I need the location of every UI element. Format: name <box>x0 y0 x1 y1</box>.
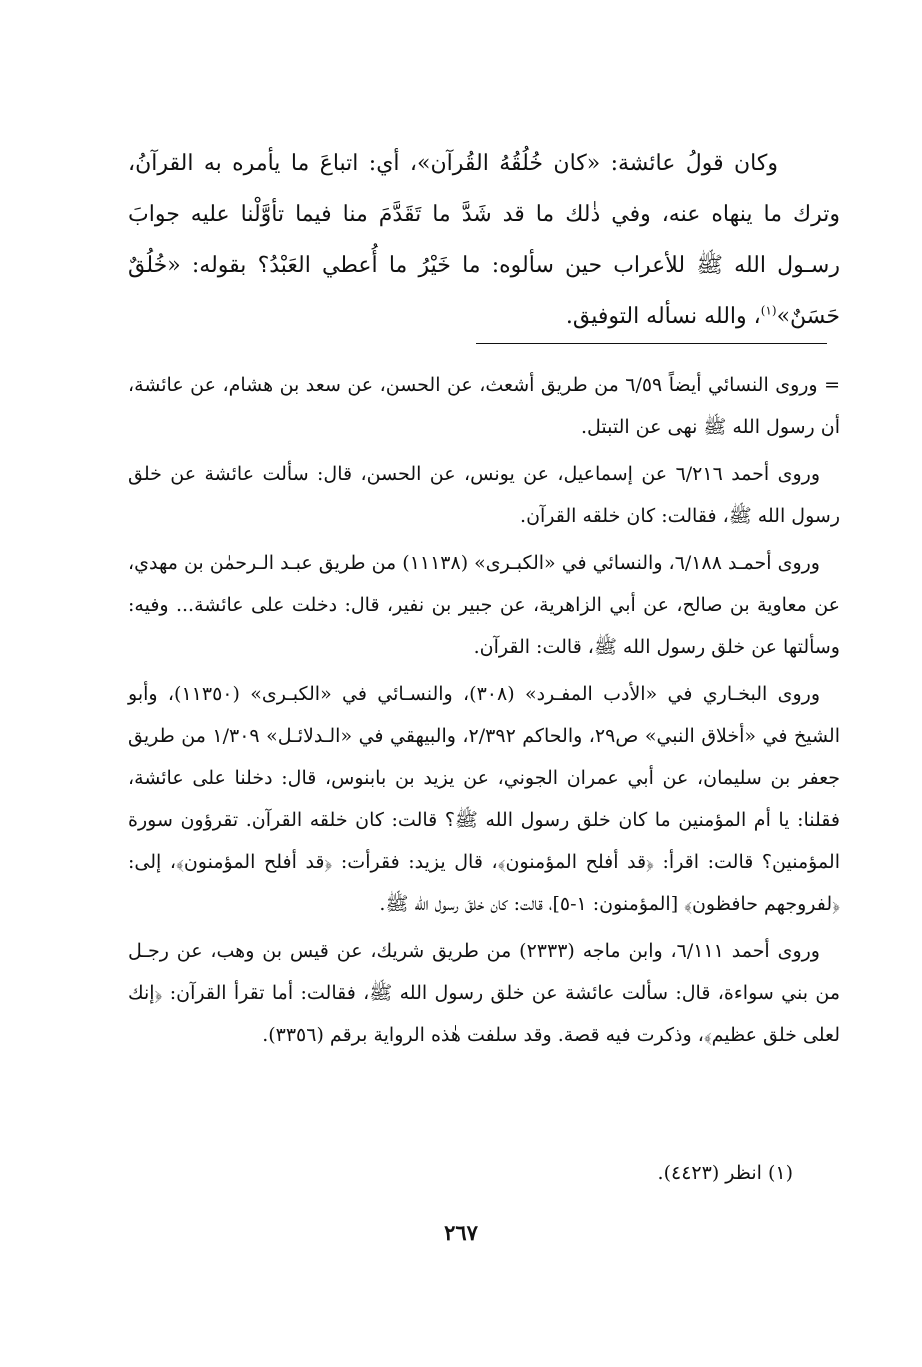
main-paragraph <box>128 138 840 342</box>
main-paragraph-body: وكان قولُ عائشة: «كان خُلُقُهُ القُرآن»، أي: اتباعَ ما يأمره به القرآنُ، وترك ما ينهاه عنه، وفي ذٰلك ما قد شَدَّ ما تَقَدَّمَ منا فيما تأوَّلْنا عليه جوابَ رسـول الله ﷺ للأعراب حين سألوه: ما خَيْرُ ما أُعطي العَبْدُ؟ بقوله: «خُلُقٌ حَسَنٌ» <box>128 151 840 329</box>
footnote: (١) انظر (٤٤٢٣). <box>657 1162 793 1184</box>
note-paragraph: وروى أحمد ٦/١١١، وابن ماجه (٢٣٣٣) من طريق شريك، عن قيس بن وهب، عن رجـل من بني سواءة، قال: سألت عائشة عن خلق رسول الله ﷺ، فقالت: أما تقرأ القرآن: ﴿إنك لعلى خلق عظيم﴾، وذكرت فيه قصة. وقد سلفت هٰذه الرواية برقم (٣٣٥٦). <box>128 940 840 1046</box>
note-paragraph: وروى أحمـد ٦/١٨٨، والنسائي في «الكبـرى» (١١١٣٨) من طريق عبـد الـرحمٰن بن مهدي، عن معاوية بن صالح، عن أبي الزاهرية، عن جبير بن نفير، قال: دخلت على عائشة... وفيه: وسألتها عن خلق رسول الله ﷺ، قالت: القرآن. <box>128 552 840 658</box>
footnotes-notes <box>128 364 840 1061</box>
note-paragraph: = وروى النسائي أيضاً ٦/٥٩ من طريق أشعث، عن الحسن، عن سعد بن هشام، عن عائشة، أن رسول الله ﷺ نهى عن التبتل. <box>128 374 840 438</box>
note-paragraph: وروى البخـاري في «الأدب المفـرد» (٣٠٨)، والنسـائي في «الكبـرى» (١١٣٥٠)، وأبو الشيخ في «أخلاق النبي» ص٢٩، والحاكم ٢/٣٩٢، والبيهقي في «الـدلائـل» ١/٣٠٩ من طريق جعفر بن سليمان، عن أبي عمران الجوني، عن يزيد بن بابنوس، قال: دخلنا على عائشة، فقلنا: يا أم المؤمنين ما كان خلق رسول الله ﷺ؟ قالت: كان خلقه القرآن. تقرؤون سورة المؤمنين؟ قالت: اقرأ: ﴿قد أفلح المؤمنون﴾، قال يزيد: فقرأت: ﴿قد أفلح المؤمنون﴾، إلى: ﴿لفروجهم حافظون﴾ [المؤمنون: ١-٥]، قالت: كان خلقَ رسول الله ﷺ. <box>128 683 840 915</box>
note-paragraph: وروى أحمد ٦/٢١٦ عن إسماعيل، عن يونس، عن الحسن، قال: سألت عائشة عن خلق رسول الله ﷺ، فقالت: كان خلقه القرآن. <box>128 463 840 527</box>
main-text <box>128 138 840 342</box>
footnote-reference: (١) <box>760 303 777 318</box>
footnote-divider <box>476 343 827 344</box>
page-number: ٢٦٧ <box>444 1220 478 1245</box>
main-paragraph-end: ، والله نسأله التوفيق. <box>565 304 761 329</box>
